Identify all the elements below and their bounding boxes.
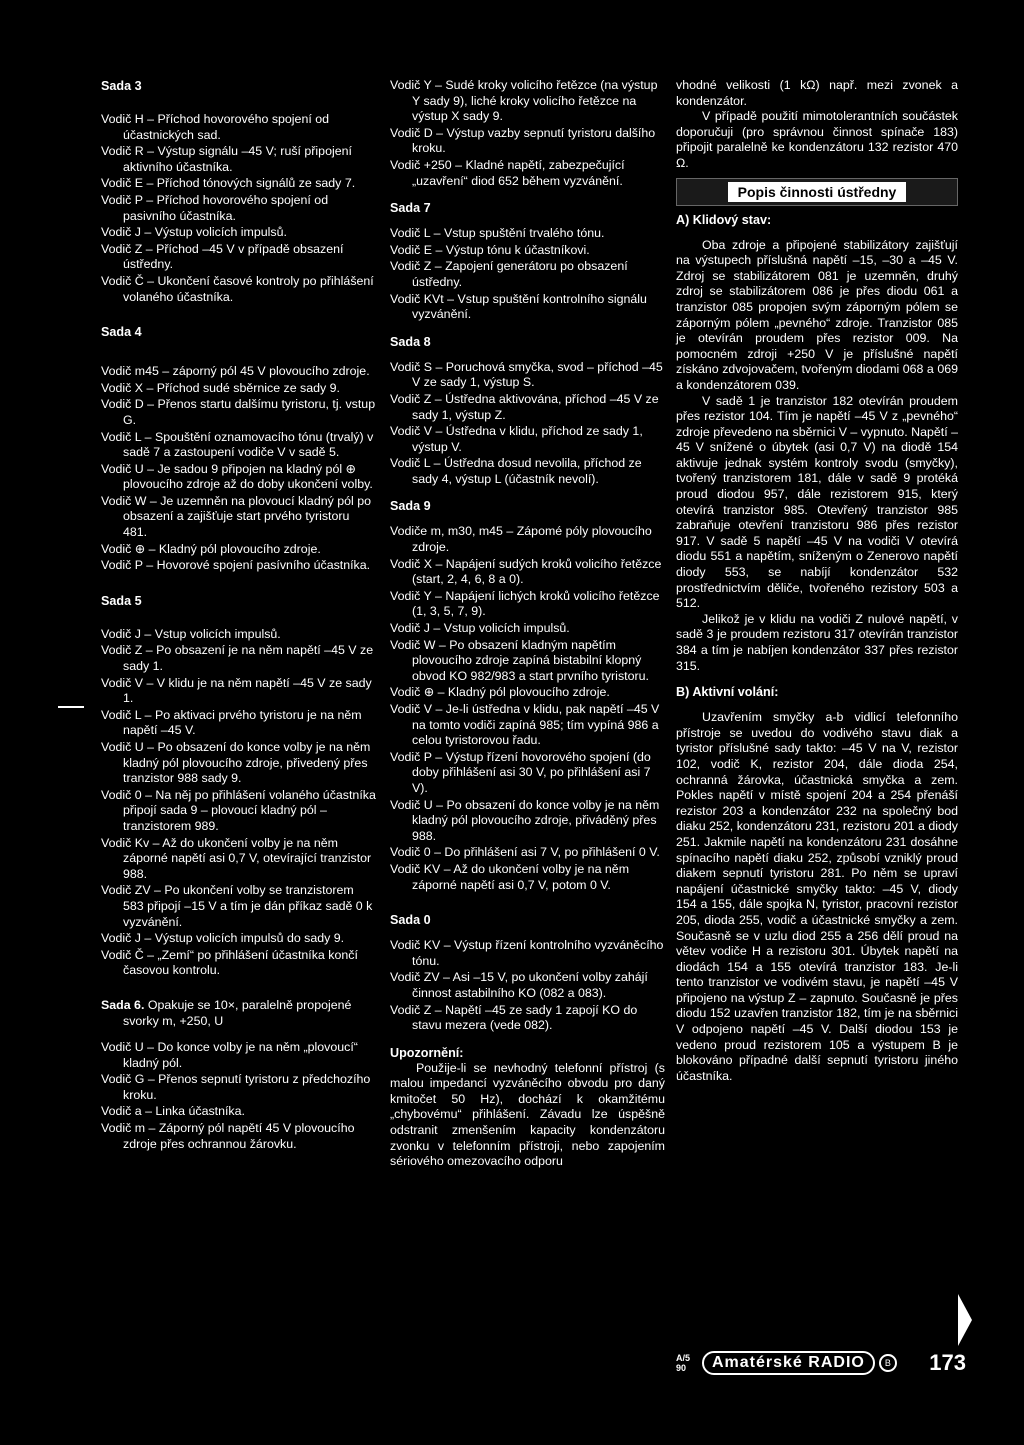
wire-description: Vodič L – Ústředna dosud nevolila, příchod ze sady 4, výstup L (účastník nevolí). xyxy=(390,456,642,486)
section-heading: Sada 7 xyxy=(390,201,431,216)
logo-badge: B xyxy=(879,1354,897,1372)
wire-description: Vodič X – Napájení sudých kroků volicího řetězce (start, 2, 4, 6, 8 a 0). xyxy=(390,556,662,587)
wire-description: Vodič E – Výstup tónu k účastníkovi. xyxy=(390,242,590,257)
spacer xyxy=(101,1030,376,1040)
spacer xyxy=(390,324,665,334)
wire-description: Vodič 0 – Do přihlášení asi 7 V, po přihlášení 0 V. xyxy=(390,845,660,860)
wire-description: Vodič Y – Sudé kroky volicího řetězce (na výstup Y sady 9), liché kroky volicího řetězce na výstup X sady 9. xyxy=(390,78,658,124)
issue-number: A/5 90 xyxy=(676,1353,691,1373)
wire-description: Vodič V – Je-li ústředna v klidu, pak napětí –45 V na tomto vodiči zapíná 985; tím vypíná 986 a celou tyristorovou řadu. xyxy=(390,702,660,748)
spacer xyxy=(676,700,958,710)
wire-description: Vodič Z – Napětí –45 ze sady 1 zapojí KO do stavu mezera (vede 082). xyxy=(390,1002,638,1033)
spacer xyxy=(390,928,665,938)
spacer xyxy=(101,609,376,627)
spacer xyxy=(101,340,376,364)
spacer xyxy=(101,94,376,112)
column-1 xyxy=(101,78,376,1153)
section-heading-para xyxy=(101,998,376,1029)
wire-description: Vodič L – Vstup spuštění trvalého tónu. xyxy=(390,226,605,241)
paragraph: V sadě 1 je tranzistor 182 otevírán proudem přes rezistor 104. Tím je napětí –45 V z „pevného“ zdroje převedeno na sběrnici V – vypnuto. Napětí –45 V snížené o úbytek (asi 0,7 V) na diodě 154 aktivuje jednak systém kontroly svodu (smyčky), tvořený tranzistorem 181, dále v sadě 9 protéká proud diodou 957, dále rezistorem 915, který otevírá tranzistor 985. Otevřený tranzistor 985 zabraňuje otevření tranzistoru 986 přes rezistor 917. V sadě 5 napětí –45 V na vodiči V otevírá diodu 551 a napětím, sníženým o Zenerovo napětí diody 553, se nabíjí kondenzátor 532 prostřednictvím děliče, tvořeného rezistory 503 a 512. xyxy=(676,393,958,611)
wire-description: Vodič Z – Ústředna aktivována, příchod –45 V ze sady 1, výstup Z. xyxy=(390,391,659,422)
wire-description: Vodič Č – Ukončení časové kontroly po přihlášení volaného účastníka. xyxy=(101,273,374,304)
wire-description: Vodič S – Poruchová smyčka, svod – příchod –45 V ze sady 1, výstup S. xyxy=(390,359,663,390)
paragraph: Jelikož je v klidu na vodiči Z nulové napětí, v sadě 3 je proudem rezistoru 317 otevírán tranzistor 384 a tím je nabíjen kondenzátor 337 přes rezistor 315. xyxy=(676,611,958,673)
wire-description: Vodič Č – „Zemí“ po přihlášení účastníka končí časovou kontrolu. xyxy=(101,947,358,978)
spacer xyxy=(390,514,665,524)
section-heading: Sada 0 xyxy=(390,913,431,928)
section-heading: Upozornění: xyxy=(390,1045,464,1060)
banner-title: Popis činnosti ústředny xyxy=(728,182,907,202)
wire-description: Vodič P – Hovorové spojení pasívního účastníka. xyxy=(101,558,371,573)
section-banner xyxy=(676,178,958,206)
spacer xyxy=(101,575,376,593)
margin-dash xyxy=(58,706,84,708)
section-heading: A) Klidový stav: xyxy=(676,212,772,227)
wire-description: Vodič ⊕ – Kladný pól plovoucího zdroje. xyxy=(390,685,610,700)
section-text: Opakuje se 10×, paralelně propojené svorky m, +250, U xyxy=(123,997,352,1028)
wire-description: Vodič V – Ústředna v klidu, příchod ze sady 1, výstup V. xyxy=(390,424,643,454)
wire-description: Vodič U – Do konce volby je na něm „plovoucí“ kladný pól. xyxy=(101,1040,358,1070)
wire-description: Vodiče m, m30, m45 – Zápomé póly plovoucího zdroje. xyxy=(390,524,652,555)
wire-description: Vodič ⊕ – Kladný pól plovoucího zdroje. xyxy=(101,541,321,556)
wire-description: Vodič U – Po obsazení do konce volby je na něm kladný pól plovoucího zdroje, přiváděný přes 988. xyxy=(390,797,660,843)
section-heading: Sada 9 xyxy=(390,499,431,514)
wire-description: Vodič +250 – Kladné napětí, zabezpečující „uzavření“ diod 652 během vyzvánění. xyxy=(390,157,625,188)
section-heading: Sada 8 xyxy=(390,334,431,349)
spacer xyxy=(390,894,665,912)
wire-description: Vodič L – Po aktivaci prvého tyristoru je na něm napětí –45 V. xyxy=(101,707,362,738)
wire-description: Vodič J – Výstup volicích impulsů do sady 9. xyxy=(101,931,345,946)
section-heading: B) Aktivní volání: xyxy=(676,685,779,700)
wire-description: Vodič X – Příchod sudé sběrnice ze sady 9. xyxy=(101,380,341,395)
section-heading: Sada 5 xyxy=(101,593,142,608)
wire-description: Vodič E – Příchod tónových signálů ze sady 7. xyxy=(101,176,356,191)
wire-description: Vodič m – Záporný pól napětí 45 V plovoucího zdroje přes ochrannou žárovku. xyxy=(101,1121,355,1151)
wire-description: Vodič J – Výstup volicích impulsů. xyxy=(101,225,287,240)
wire-description: Vodič P – Příchod hovorového spojení od pasivního účastníka. xyxy=(101,192,329,223)
wire-description: Vodič U – Po obsazení do konce volby je na něm kladný pól plovoucího zdroje, přivedený přes tranzistor 988 sady 9. xyxy=(101,740,371,786)
wire-description: Vodič Y – Napájení lichých kroků volicího řetězce (1, 3, 5, 7, 9). xyxy=(390,588,660,619)
spacer xyxy=(390,190,665,200)
wire-description: Vodič H – Příchod hovorového spojení od účastnických sad. xyxy=(101,112,329,142)
wire-description: Vodič D – Výstup vazby sepnutí tyristoru dalšího kroku. xyxy=(390,125,656,156)
continue-arrow-icon xyxy=(958,1294,972,1346)
spacer xyxy=(390,488,665,498)
wire-description: Vodič J – Vstup volicích impulsů. xyxy=(101,626,281,641)
spacer xyxy=(390,350,665,360)
wire-description: Vodič KV – Výstup řízení kontrolního vyzváněcího tónu. xyxy=(390,938,664,968)
column-3 xyxy=(676,78,958,1084)
paragraph: vhodné velikosti (1 kΩ) např. mezi zvonek a kondenzátor. xyxy=(676,78,958,108)
wire-description: Vodič Z – Po obsazení je na něm napětí –45 V ze sady 1. xyxy=(101,643,374,674)
wire-description: Vodič D – Přenos startu dalšímu tyristoru, tj. vstup G. xyxy=(101,397,376,427)
wire-description: Vodič Z – Zapojení generátoru po obsazení ústředny. xyxy=(390,259,628,289)
spacer xyxy=(676,228,958,238)
page-number: 173 xyxy=(929,1350,966,1375)
wire-description: Vodič P – Výstup řízení hovorového spojení (do doby přihlášení asi 30 V, po přihlášení asi 7 V). xyxy=(390,749,651,795)
wire-description: Vodič ZV – Po ukončení volby se tranzistorem 583 připojí –15 V a tím je dán příkaz sadě 0 k vyzvánění. xyxy=(101,883,373,929)
paragraph: V případě použití mimotolerantních součástek doporučuji (pro správnou činnost spínače 183) připojit paralelně ke kondenzátoru 132 rezistor 470 Ω. xyxy=(676,109,958,170)
spacer xyxy=(390,1035,665,1045)
wire-description: Vodič R – Výstup signálu –45 V; ruší připojení aktivního účastníka. xyxy=(101,144,352,174)
wire-description: Vodič J – Vstup volicích impulsů. xyxy=(390,621,570,636)
wire-description: Vodič W – Je uzemněn na plovoucí kladný pól po obsazení a zajišťuje start prvého tyristoru 481. xyxy=(101,493,372,540)
logo-text: Amatérské RADIO xyxy=(702,1351,875,1375)
section-heading: Sada 6. xyxy=(101,997,145,1012)
wire-description: Vodič KV – Až do ukončení volby je na něm záporné napětí asi 0,7 V, potom 0 V. xyxy=(390,861,630,892)
paragraph: Uzavřením smyčky a-b vidlicí telefonního přístroje se uvedou do vodivého stavu diak a tyristor příslušné sady takto: –45 V na V, rezistor 102, vodič K, rezistor 204, dále dioda 254, ochranná žárovka, účastnická smyčka a zem. Pokles napětí v místě spojení 204 a 254 přenáší rezistor 203 a kondenzátor 232 na společný bod diaku 252, kondenzátoru 231, rezistoru 201 a diody 251. Jakmile napětí na kondenzátoru 231 dosáhne spínacího napětí diaku 252, způsobí vzniklý proud diakem sepnutí tyristoru 281. Po něm se upraví napájení účastnické smyčky takto: –45 V, diody 154 a 155, dále spojka N, tyristor, pracovní rezistor 205, dioda 255, vodič a účastnické smyčky a zem. Současně se v uzlu diod 255 a 256 dělí proud na větev vodiče H a rezistoru 301. Úbytek napětí na diodách 154 a 155 otevírá tranzistor 183. Je-li tento tranzistor ve vodivém stavu, je napětí –45 V připojeno na výstup Z – zapnuto. Současně je přes diodu 152 uzavřen tranzistor 182, tím je na sběrnici V odpojeno napětí –45 V. Další diodou 153 je vedeno proud rezistorem 105 a výstupem B je blokováno případné další sepnutí tyristoru jiného účastníka. xyxy=(676,710,958,1083)
wire-description: Vodič 0 – Na něj po přihlášení volaného účastníka připojí sada 9 – plovoucí kladný pól – tranzistorem 989. xyxy=(101,787,376,833)
wire-description: Vodič U – Je sadou 9 připojen na kladný pól ⊕ plovoucího zdroje až do doby ukončení volby. xyxy=(101,461,373,492)
page-footer xyxy=(676,1346,966,1380)
wire-description: Vodič a – Linka účastníka. xyxy=(101,1104,245,1119)
section-heading: Sada 4 xyxy=(101,325,142,340)
column-2 xyxy=(390,78,665,1170)
paragraph: Oba zdroje a připojené stabilizátory zajišťují na výstupech příslušná napětí –15, –30 a –45 V. Zdroj se stabilizátorem 081 je uzemněn, druhý zdroj se stabilizátorem 086 je přes diodu 061 a tranzistor 085 propojen svým záporným pólem se záporným pólem „pevného“ zdroje. Tranzistor 085 je otevírán proudem přes rezistor 009. Na pomocném zdroji +250 V je příslušné napětí získáno zdvojovačem, tvořeným diodami 068 a 069 a kondenzátorem 039. xyxy=(676,237,958,392)
wire-description: Vodič Z – Příchod –45 V v případě obsazení ústředny. xyxy=(101,241,344,272)
spacer xyxy=(676,674,958,684)
wire-description: Vodič m45 – záporný pól 45 V plovoucího zdroje. xyxy=(101,364,370,379)
spacer xyxy=(101,306,376,324)
magazine-logo xyxy=(702,1351,897,1375)
wire-description: Vodič W – Po obsazení kladným napětím plovoucího zdroje zapíná bistabilní klopný obvod KO 982/983 a start prvního tyristoru. xyxy=(390,637,649,683)
wire-description: Vodič Kv – Až do ukončení volby je na něm záporné napětí asi 0,7 V, otevírající tranzistor 988. xyxy=(101,835,372,881)
wire-description: Vodič KVt – Vstup spuštění kontrolního signálu vyzvánění. xyxy=(390,291,647,322)
spacer xyxy=(390,216,665,226)
wire-description: Vodič ZV – Asi –15 V, po ukončení volby zahájí činnost astabilního KO (082 a 083). xyxy=(390,970,648,1000)
wire-description: Vodič G – Přenos sepnutí tyristoru z předchozího kroku. xyxy=(101,1072,371,1102)
wire-description: Vodič L – Spouštění oznamovacího tónu (trvalý) v sadě 7 a zastoupení vodiče V v sadě 5. xyxy=(101,429,374,460)
paragraph: Použije-li se nevhodný telefonní přístroj (s malou impedancí vyzváněcího obvodu pro daný kmitočet 50 Hz), dochází k okamžitému „chybovému“ přihlášení. Závadu lze úspěšně odstranit zmenšením kapacity kondenzátoru zvonku v telefonním přístroji, nebo zapojením sériového omezovacího odporu xyxy=(390,1060,665,1169)
wire-description: Vodič V – V klidu je na něm napětí –45 V ze sady 1. xyxy=(101,675,372,706)
spacer xyxy=(101,980,376,998)
section-heading: Sada 3 xyxy=(101,79,142,93)
